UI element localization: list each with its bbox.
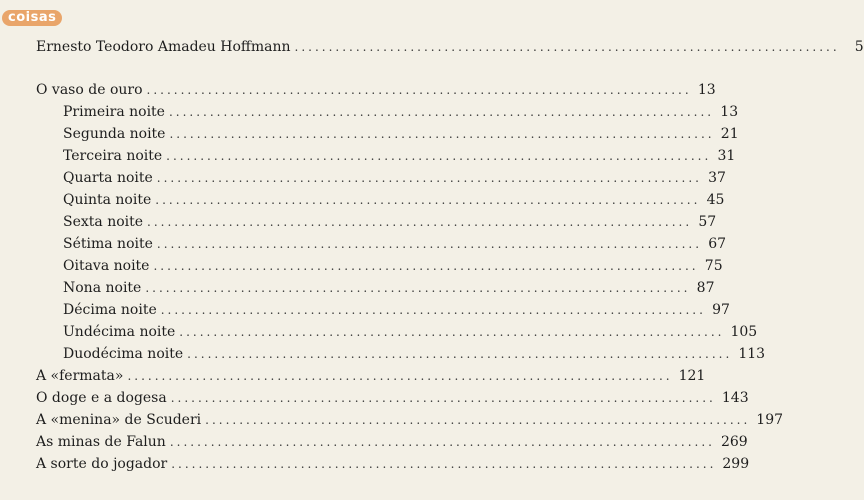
dot-leader: ................................................................................ — [170, 391, 716, 405]
toc-entry-title: Sétima noite — [63, 236, 153, 252]
dot-leader: ................................................................................ — [169, 127, 715, 141]
dot-leader: ................................................................................ — [146, 83, 692, 97]
toc-entry — [63, 169, 726, 187]
toc-entry — [36, 367, 706, 385]
toc-entry — [36, 389, 749, 407]
toc-entry-page-number: 197 — [756, 412, 784, 428]
toc-entry-page-number: 37 — [708, 170, 726, 186]
toc-entry-title: Oitava noite — [63, 258, 150, 274]
toc-entry — [63, 103, 739, 121]
toc-entry-page-number: 299 — [722, 456, 750, 472]
dot-leader: ................................................................................ — [169, 435, 715, 449]
toc-entry-page-number: 113 — [738, 346, 766, 362]
toc-entry-title: Sexta noite — [63, 214, 144, 230]
dot-leader: ................................................................................ — [166, 149, 712, 163]
toc-entry — [63, 279, 715, 297]
watermark-logo: coisas — [2, 10, 62, 26]
toc-entry — [63, 213, 717, 231]
dot-leader: ................................................................................ — [294, 40, 840, 54]
toc-entry-title: As minas de Falun — [36, 434, 166, 450]
toc-entry-title: O doge e a dogesa — [36, 390, 167, 406]
toc-entry — [63, 345, 766, 363]
dot-leader: ................................................................................ — [156, 237, 703, 251]
toc-entry-title: Undécima noite — [63, 324, 176, 340]
toc-entry-title: A «menina» de Scuderi — [36, 412, 202, 428]
toc-entry-page-number: 97 — [712, 302, 730, 318]
toc-entry — [63, 323, 758, 341]
toc-entry-title: Segunda noite — [63, 126, 166, 142]
toc-entry-page-number: 143 — [721, 390, 749, 406]
toc-entry — [36, 411, 784, 429]
toc-entry-page-number: 87 — [696, 280, 715, 296]
toc-entry — [63, 125, 739, 143]
toc-entry — [36, 433, 748, 451]
toc-entry-title: Terceira noite — [63, 148, 163, 164]
toc-entry-page-number: 75 — [704, 258, 723, 274]
toc-entry — [63, 191, 725, 209]
dot-leader: ................................................................................ — [127, 369, 673, 383]
toc-entry — [63, 257, 723, 275]
toc-entry-page-number: 45 — [706, 192, 725, 208]
toc-entry-page-number: 31 — [717, 148, 736, 164]
toc-entry-title: Quinta noite — [63, 192, 152, 208]
toc-entry-title: Quarta noite — [63, 170, 153, 186]
toc-entry-page-number: 121 — [678, 368, 706, 384]
toc-entry-page-number: 5 — [854, 39, 864, 55]
dot-leader: ................................................................................ — [171, 457, 717, 471]
toc-entry-page-number: 269 — [720, 434, 748, 450]
toc-entry-title: A «fermata» — [36, 368, 124, 384]
toc-entry-page-number: 21 — [720, 126, 739, 142]
dot-leader: ................................................................................ — [179, 325, 725, 339]
toc-entry — [36, 455, 750, 473]
dot-leader: ................................................................................ — [187, 347, 733, 361]
toc-entry-title: A sorte do jogador — [36, 456, 168, 472]
dot-leader: ................................................................................ — [205, 413, 751, 427]
toc-entry-page-number: 105 — [730, 324, 758, 340]
toc-entry-page-number: 67 — [708, 236, 727, 252]
toc-entry-page-number: 57 — [698, 214, 717, 230]
dot-leader: ................................................................................ — [145, 281, 691, 295]
toc-entry-title: Duodécima noite — [63, 346, 184, 362]
toc-entry-title: O vaso de ouro — [36, 82, 143, 98]
toc-entry-title: Primeira noite — [63, 104, 165, 120]
dot-leader: ................................................................................ — [155, 193, 701, 207]
dot-leader: ................................................................................ — [156, 171, 702, 185]
dot-leader: ................................................................................ — [168, 105, 715, 119]
dot-leader: ................................................................................ — [153, 259, 699, 273]
toc-entry — [63, 147, 736, 165]
toc-entry — [63, 235, 727, 253]
toc-entry-title: Nona noite — [63, 280, 142, 296]
toc-entry-page-number: 13 — [720, 104, 739, 120]
toc-entry — [36, 81, 716, 99]
toc-entry-title: Décima noite — [63, 302, 157, 318]
toc-entry — [63, 301, 730, 319]
toc-entry — [36, 38, 864, 56]
toc-entry-page-number: 13 — [697, 82, 716, 98]
toc-entry-title: Ernesto Teodoro Amadeu Hoffmann — [36, 39, 291, 55]
dot-leader: ................................................................................ — [147, 215, 693, 229]
dot-leader: ................................................................................ — [160, 303, 706, 317]
